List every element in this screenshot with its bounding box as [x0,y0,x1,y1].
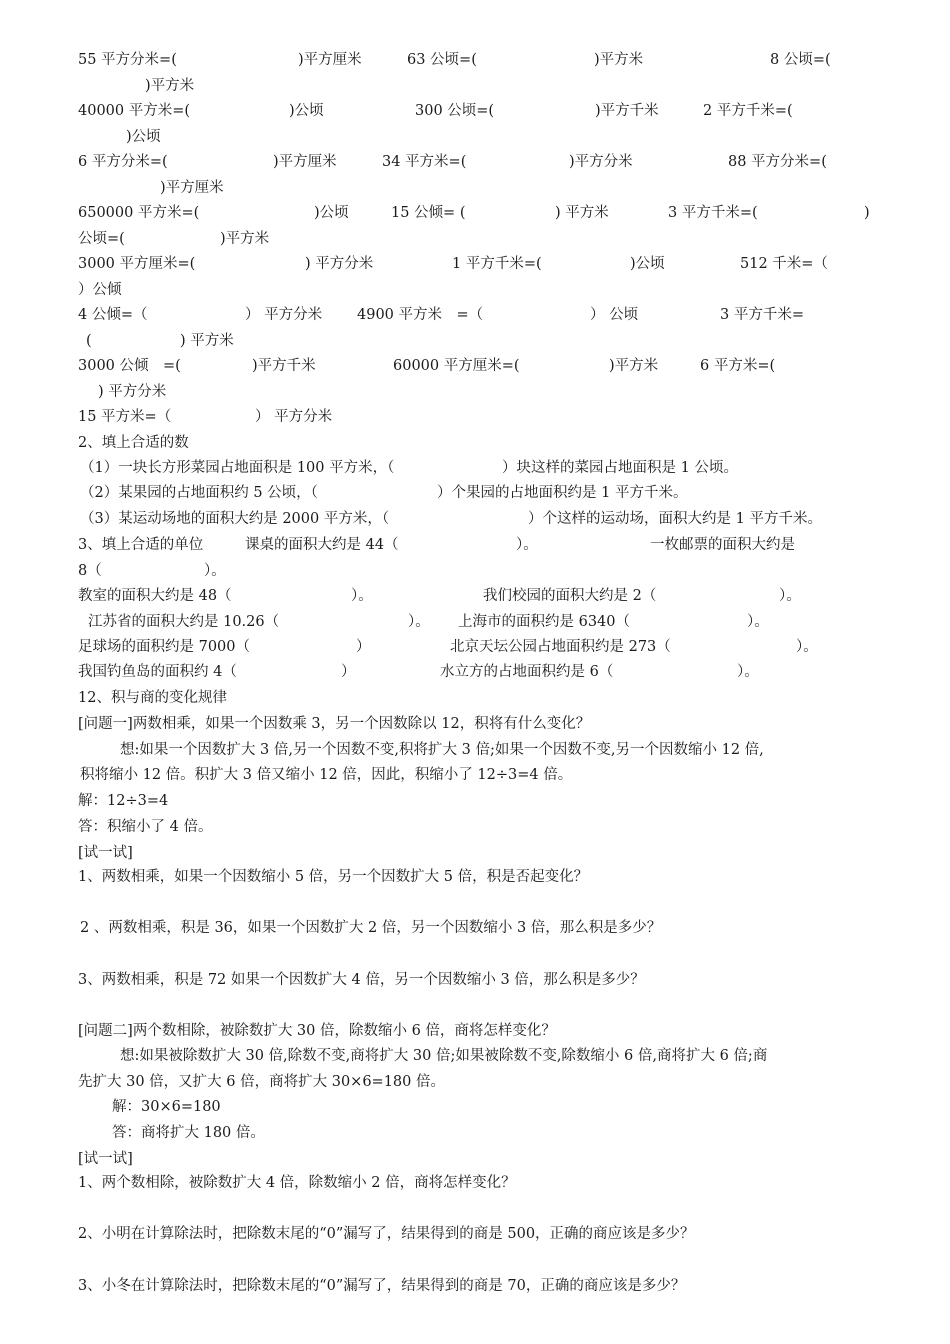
exercise-text: ) 平方米 [180,333,234,349]
reasoning-text: 先扩大 30 倍，又扩大 6 倍，商将扩大 30×6=180 倍。 [78,1074,445,1090]
exercise-text: 300 公顷=( [415,103,495,119]
solution-text: 解：30×6=180 [112,1099,221,1115]
exercise-text: 3 平方千米= [720,307,804,323]
exercise-text: ) 平方米 [555,205,609,221]
exercise-text: ） 平方分米 [255,409,333,425]
question-text: ） [356,639,371,655]
exercise-text: ) 平方分米 [98,384,167,400]
question-text: 我国钓鱼岛的面积约 4（ [78,664,237,680]
question-text: ） [341,664,356,680]
question-text: 足球场的面积约是 7000（ [78,639,251,655]
question-text: （3）某运动场地的面积大约是 2000 平方米，（ [80,511,390,527]
question-text: ）。 [516,537,538,553]
exercise-text: ) [864,205,870,221]
question-text: ）个这样的运动场，面积大约是 1 平方千米。 [528,511,822,527]
exercise-question: 3、小冬在计算除法时，把除数末尾的“0”漏写了，结果得到的商是 70，正确的商应该是多少？ [78,1278,686,1294]
question-text: 教室的面积大约是 48（ [78,588,232,604]
exercise-text: 55 平方分米=( [78,52,177,68]
exercise-text: )平方千米 [595,103,659,119]
exercise-text: )平方米 [609,358,659,374]
exercise-text: 40000 平方米=( [78,103,191,119]
exercise-question: 1、两数相乘，如果一个因数缩小 5 倍，另一个因数扩大 5 倍，积是否起变化？ [78,869,589,885]
exercise-text: ( [86,333,92,349]
exercise-text: )公顷 [289,103,324,119]
exercise-question: 2 、两数相乘，积是 36，如果一个因数扩大 2 倍，另一个因数缩小 3 倍，那么积是多少？ [80,920,662,936]
exercise-question: 2、小明在计算除法时，把除数末尾的“0”漏写了，结果得到的商是 500，正确的商应该是多少？ [78,1226,695,1242]
section-title: 3、填上合适的单位 [78,537,204,553]
exercise-text: )公顷 [314,205,349,221]
question-text: （2）某果园的占地面积约 5 公顷，（ [80,485,318,501]
exercise-text: ）公倾 [78,282,122,298]
try-heading: [试一试] [78,845,133,861]
reasoning-text: 想:如果被除数扩大 30 倍,除数不变,商将扩大 30 倍;如果被除数不变,除数缩小 6 倍,商将扩大 6 倍;商 [120,1048,768,1064]
exercise-text: 60000 平方厘米=( [393,358,520,374]
answer-text: 答：积缩小了 4 倍。 [78,819,213,835]
question-text: （1）一块长方形菜园占地面积是 100 平方米，（ [80,460,395,476]
exercise-text: )平方米 [145,78,195,94]
exercise-text: )平方厘米 [298,52,362,68]
exercise-text: 512 千米=（ [740,256,828,272]
exercise-text: 6 平方分米=( [78,154,168,170]
exercise-text: )公顷 [126,129,161,145]
question-text: 江苏省的面积大约是 10.26（ [88,614,280,630]
exercise-text: 2 平方千米=( [703,103,793,119]
question-text: ）。 [351,588,373,604]
exercise-text: 15 平方米=（ [78,409,172,425]
exercise-text: 公顷=( [78,231,125,247]
exercise-text: 3000 公倾 =( [78,358,181,374]
exercise-text: )平方千米 [252,358,316,374]
question-text: 北京天坛公园占地面积约是 273（ [450,639,671,655]
exercise-text: ) 平方分米 [305,256,374,272]
exercise-text: 3000 平方厘米=( [78,256,196,272]
question-text: ）。 [779,588,801,604]
exercise-question: 1、两个数相除，被除数扩大 4 倍，除数缩小 2 倍，商将怎样变化？ [78,1175,516,1191]
exercise-text: )公顷 [630,256,665,272]
exercise-text: 8 公顷=( [770,52,831,68]
exercise-text: )平方米 [594,52,644,68]
exercise-text: ） 公顷 [590,307,639,323]
question-text: ）。 [737,664,759,680]
exercise-text: 88 平方分米=( [728,154,827,170]
exercise-text: 15 公倾= ( [391,205,466,221]
exercise-text: ） 平方分米 [245,307,323,323]
question-text: 8（ [78,563,102,579]
try-heading: [试一试] [78,1151,133,1167]
answer-text: 答：商将扩大 180 倍。 [112,1125,265,1141]
exercise-text: 3 平方千米=( [668,205,758,221]
exercise-question: 3、两数相乘，积是 72 如果一个因数扩大 4 倍，另一个因数缩小 3 倍，那么积是多少？ [78,972,645,988]
exercise-text: )平方厘米 [160,180,224,196]
question-text: ）个果园的占地面积约是 1 平方千米。 [437,485,688,501]
reasoning-text: 想:如果一个因数扩大 3 倍,另一个因数不变,积将扩大 3 倍;如果一个因数不变,另一个因数缩小 12 倍, [120,742,764,758]
exercise-text: 34 平方米=( [382,154,467,170]
exercise-text: 6 平方米=( [700,358,776,374]
exercise-text: )平方分米 [569,154,633,170]
question-text: 上海市的面积约是 6340（ [458,614,631,630]
section-title: 2、填上合适的数 [78,435,189,451]
question-text: 水立方的占地面积约是 6（ [440,664,614,680]
problem-one: [问题一]两数相乘，如果一个因数乘 3，另一个因数除以 12，积将有什么变化？ [78,716,591,732]
solution-text: 解：12÷3=4 [78,793,169,809]
exercise-text: 650000 平方米=( [78,205,200,221]
question-text: 一枚邮票的面积大约是 [650,537,795,553]
question-text: ）。 [204,563,226,579]
question-text: ）。 [408,614,430,630]
question-text: ）块这样的菜园占地面积是 1 公顷。 [502,460,738,476]
exercise-text: )平方厘米 [273,154,337,170]
exercise-text: )平方米 [220,231,270,247]
question-text: ）。 [796,639,818,655]
exercise-text: 4900 平方米 =（ [357,307,484,323]
question-text: 我们校园的面积大约是 2（ [483,588,657,604]
problem-two: [问题二]两个数相除，被除数扩大 30 倍，除数缩小 6 倍，商将怎样变化？ [78,1023,556,1039]
question-text: 课桌的面积大约是 44（ [245,537,399,553]
exercise-text: 4 公倾=（ [78,307,148,323]
exercise-text: 63 公顷=( [407,52,477,68]
question-text: ）。 [747,614,769,630]
reasoning-text: 积将缩小 12 倍。积扩大 3 倍又缩小 12 倍，因此，积缩小了 12÷3=4 倍。 [80,767,573,783]
section-title: 12、积与商的变化规律 [78,690,227,706]
exercise-text: 1 平方千米=( [452,256,542,272]
